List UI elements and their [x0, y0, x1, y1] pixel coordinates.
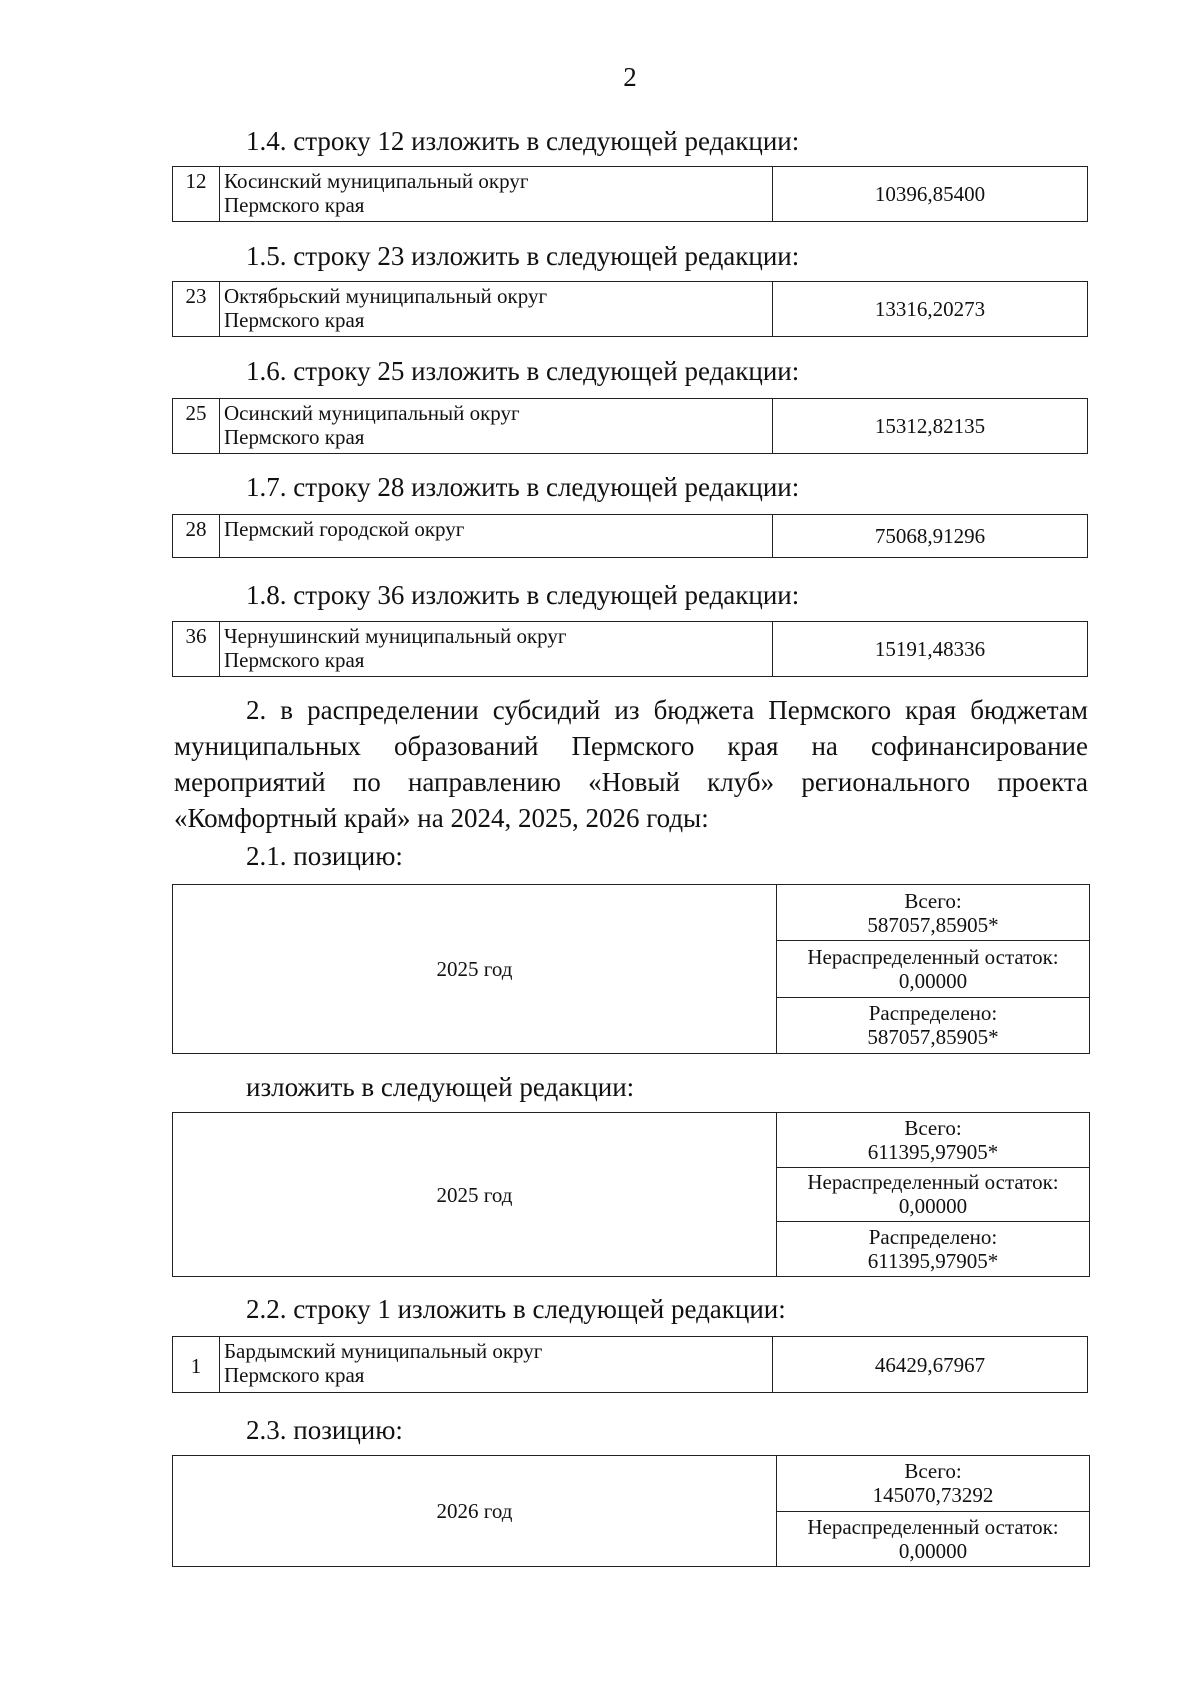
table-row-12: [172, 166, 1088, 222]
row-name-line2: Пермского края: [224, 193, 365, 217]
position-table-new-2025: [172, 1112, 1090, 1277]
year-cell: 2026 год: [173, 1456, 777, 1567]
section-heading-1-8: 1.8. строку 36 изложить в следующей редакции:: [246, 580, 800, 610]
section-heading-2-2: 2.2. строку 1 изложить в следующей редакции:: [246, 1294, 786, 1324]
section-heading-2-3: 2.3. позицию:: [246, 1415, 403, 1445]
total-value: 587057,85905*: [867, 912, 999, 937]
row-number: 23: [173, 282, 220, 337]
rest-label: Нераспределенный остаток:: [807, 944, 1059, 969]
distributed-cell: [777, 1222, 1090, 1277]
section-2-text: 2. в распределении субсидий из бюджета Пермского края бюджетам муниципальных образований Пермского края на софинансирование мероприятий по направлению «Новый клуб» регионального проекта «Комфортный край» на 2024, 2025, 2026 годы:: [174, 695, 1088, 833]
section-heading-1-6: 1.6. строку 25 изложить в следующей редакции:: [246, 356, 800, 386]
section-heading-1-4: 1.4. строку 12 изложить в следующей редакции:: [246, 126, 800, 156]
row-value: 46429,67967: [773, 1337, 1088, 1393]
row-name: [220, 622, 773, 677]
row-number: 12: [173, 167, 220, 222]
row-name-line1: Чернушинский муниципальный округ: [224, 624, 567, 648]
row-value: 10396,85400: [773, 167, 1088, 222]
row-name: [220, 1337, 773, 1393]
page-number: 2: [623, 62, 637, 92]
total-label: Всего:: [904, 1459, 962, 1484]
row-name: [220, 167, 773, 222]
row-name-line1: Осинский муниципальный округ: [224, 401, 520, 425]
distributed-value: 611395,97905*: [867, 1249, 999, 1274]
row-value: 13316,20273: [773, 282, 1088, 337]
row-name: [220, 399, 773, 454]
distributed-label: Распределено:: [868, 1001, 998, 1026]
table-row-25: [172, 398, 1088, 454]
row-number: 36: [173, 622, 220, 677]
rest-cell: [777, 941, 1090, 997]
rest-cell: [777, 1167, 1090, 1222]
table-row-28: [172, 514, 1088, 558]
row-number: 1: [173, 1337, 220, 1393]
row-number: 28: [173, 515, 220, 558]
total-cell: [777, 885, 1090, 941]
distributed-value: 587057,85905*: [867, 1025, 999, 1050]
total-cell: [777, 1456, 1090, 1512]
row-name-line1: Косинский муниципальный округ: [224, 169, 529, 193]
table-row-36: [172, 621, 1088, 677]
table-row-23: [172, 281, 1088, 337]
row-name-line2: Пермского края: [224, 308, 365, 332]
rest-cell: [777, 1511, 1090, 1567]
rest-value: 0,00000: [898, 968, 968, 993]
rest-label: Нераспределенный остаток:: [807, 1514, 1059, 1539]
section-heading-1-5: 1.5. строку 23 изложить в следующей редакции:: [246, 241, 800, 271]
rest-label: Нераспределенный остаток:: [807, 1170, 1059, 1195]
row-name-line2: Пермского края: [224, 1363, 365, 1387]
rest-value: 0,00000: [898, 1194, 968, 1219]
total-label: Всего:: [904, 1115, 962, 1140]
year-cell: 2025 год: [173, 885, 777, 1054]
row-name-line2: Пермского края: [224, 425, 365, 449]
total-value: 145070,73292: [872, 1483, 994, 1508]
section-heading-1-7: 1.7. строку 28 изложить в следующей редакции:: [246, 472, 800, 502]
row-value: 75068,91296: [773, 515, 1088, 558]
replace-text: изложить в следующей редакции:: [246, 1072, 635, 1102]
table-row-1: [172, 1336, 1088, 1393]
row-name-line1: Бардымский муниципальный округ: [224, 1339, 543, 1363]
position-table-old-2025: [172, 884, 1090, 1054]
position-table-old-2026: [172, 1455, 1090, 1567]
rest-value: 0,00000: [898, 1538, 968, 1563]
row-name-line1: Пермский городской округ: [224, 517, 465, 541]
total-cell: [777, 1113, 1090, 1168]
year-cell: 2025 год: [173, 1113, 777, 1277]
section-2-paragraph: [174, 692, 1088, 836]
row-value: 15191,48336: [773, 622, 1088, 677]
row-name: [220, 515, 773, 558]
distributed-label: Распределено:: [868, 1225, 998, 1250]
row-number: 25: [173, 399, 220, 454]
section-heading-2-1: 2.1. позицию:: [246, 841, 403, 871]
total-value: 611395,97905*: [867, 1139, 999, 1164]
total-label: Всего:: [904, 888, 962, 913]
row-value: 15312,82135: [773, 399, 1088, 454]
row-name-line1: Октябрьский муниципальный округ: [224, 284, 548, 308]
row-name-line2: Пермского края: [224, 648, 365, 672]
distributed-cell: [777, 997, 1090, 1053]
row-name: [220, 282, 773, 337]
